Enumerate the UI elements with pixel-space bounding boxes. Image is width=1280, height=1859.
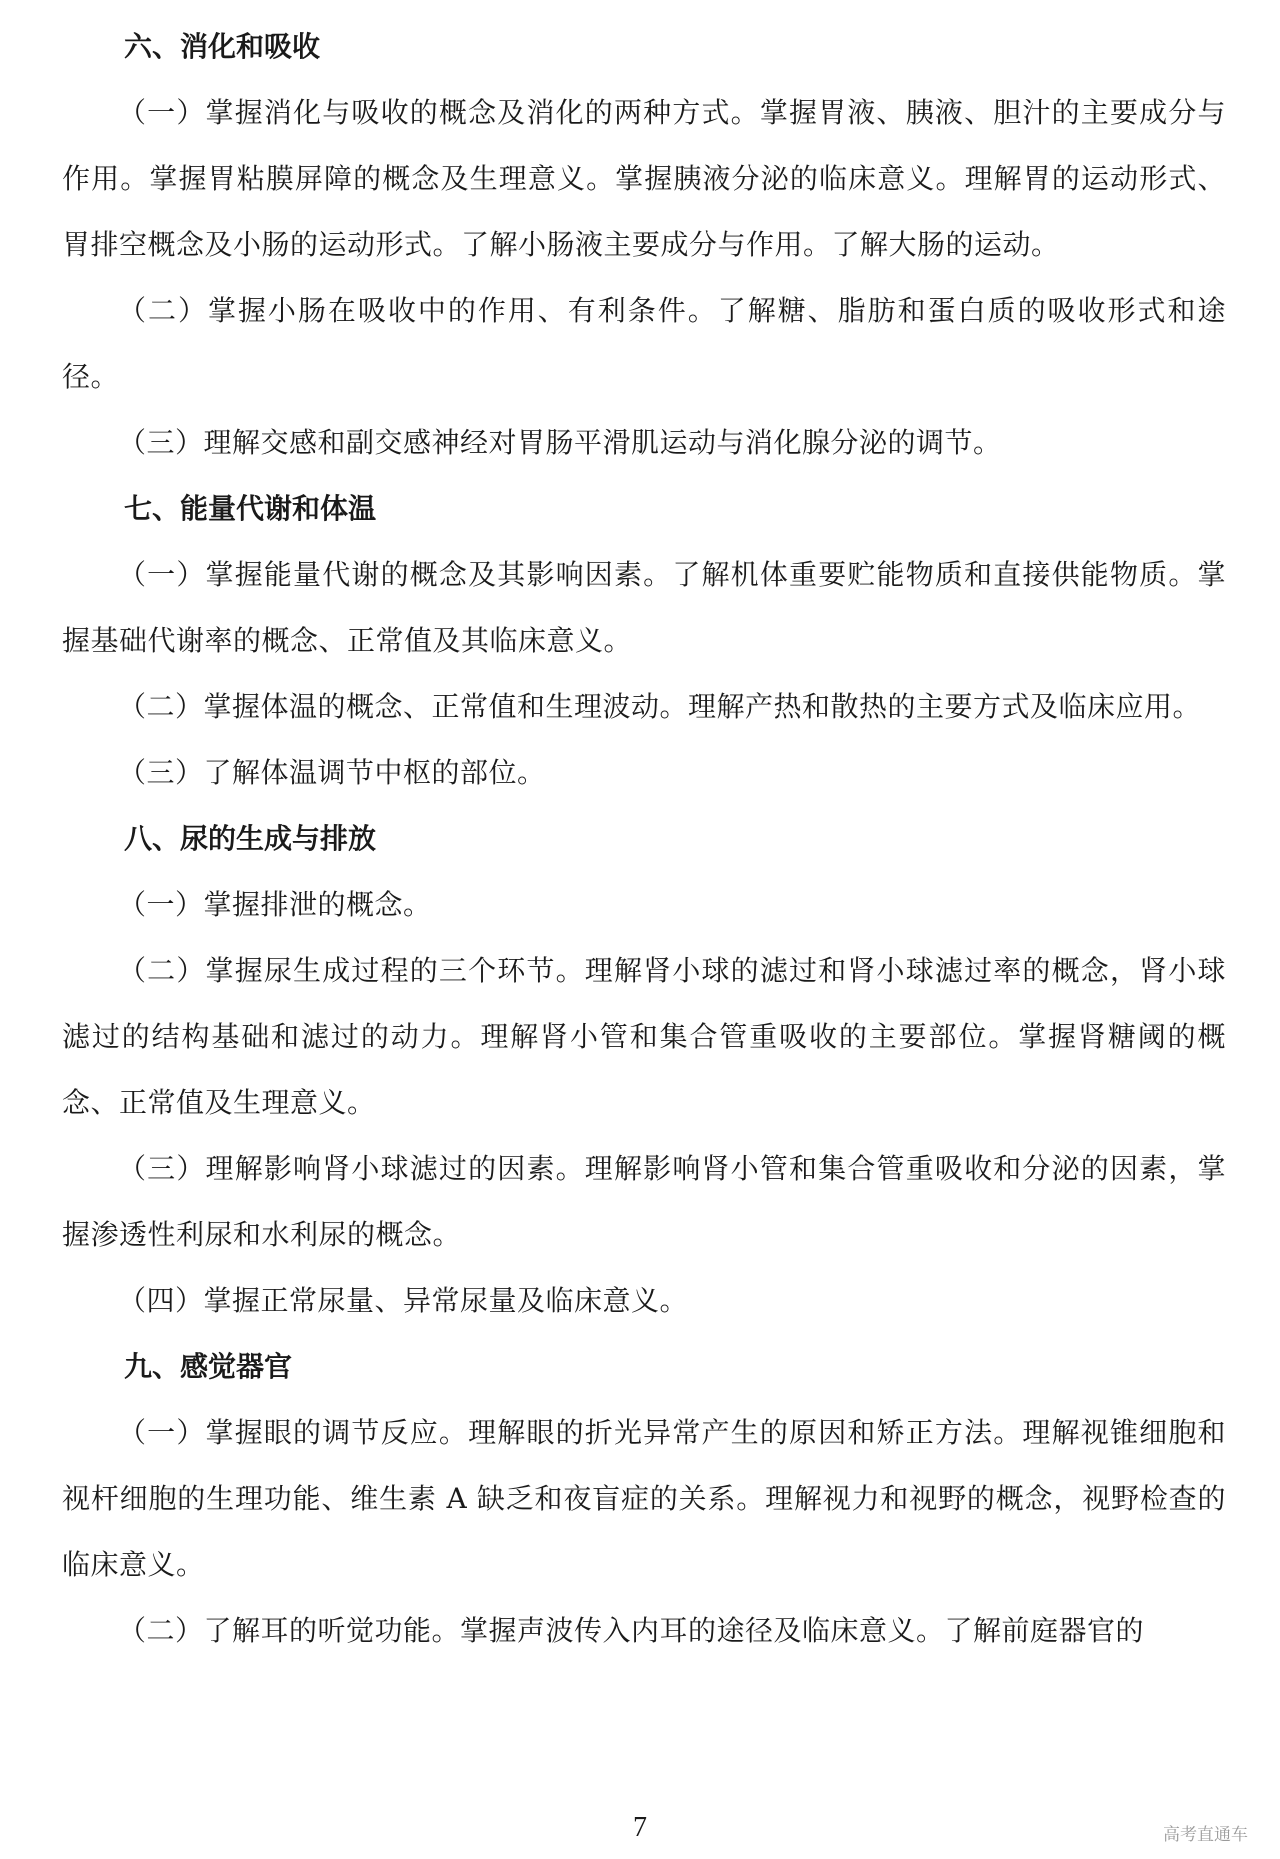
watermark: 高考直通车 <box>1163 1825 1248 1845</box>
section-heading-9: 九、感觉器官 <box>124 1350 293 1383</box>
section-7-paragraph-3: （三）了解体温调节中枢的部位。 <box>118 756 546 789</box>
section-8-paragraph-3: （三）理解影响肾小球滤过的因素。理解影响肾小管和集合管重吸收和分泌的因素，掌握渗透性利尿和水利尿的概念。 <box>62 1152 1226 1251</box>
section-7-paragraph-1: （一）掌握能量代谢的概念及其影响因素。了解机体重要贮能物质和直接供能物质。掌握基础代谢率的概念、正常值及其临床意义。 <box>62 558 1226 657</box>
section-7-paragraph-2: （二）掌握体温的概念、正常值和生理波动。理解产热和散热的主要方式及临床应用。 <box>118 690 1202 723</box>
section-9-paragraph-1: （一）掌握眼的调节反应。理解眼的折光异常产生的原因和矫正方法。理解视锥细胞和视杆细胞的生理功能、维生素 A 缺乏和夜盲症的关系。理解视力和视野的概念，视野检查的临床意义。 <box>62 1416 1226 1581</box>
section-9-paragraph-2: （二）了解耳的听觉功能。掌握声波传入内耳的途径及临床意义。了解前庭器官的 <box>118 1614 1145 1647</box>
document-body <box>62 14 1226 1664</box>
section-heading-6: 六、消化和吸收 <box>124 30 321 63</box>
section-heading-7: 七、能量代谢和体温 <box>124 492 377 525</box>
page-number: 7 <box>633 1812 647 1843</box>
section-heading-8: 八、尿的生成与排放 <box>124 822 377 855</box>
section-8-paragraph-2: （二）掌握尿生成过程的三个环节。理解肾小球的滤过和肾小球滤过率的概念，肾小球滤过的结构基础和滤过的动力。理解肾小管和集合管重吸收的主要部位。掌握肾糖阈的概念、正常值及生理意义。 <box>62 954 1226 1119</box>
section-6-paragraph-2: （二）掌握小肠在吸收中的作用、有利条件。了解糖、脂肪和蛋白质的吸收形式和途径。 <box>62 294 1226 393</box>
section-8-paragraph-4: （四）掌握正常尿量、异常尿量及临床意义。 <box>118 1284 689 1317</box>
section-6-paragraph-3: （三）理解交感和副交感神经对胃肠平滑肌运动与消化腺分泌的调节。 <box>118 426 1002 459</box>
section-6-paragraph-1: （一）掌握消化与吸收的概念及消化的两种方式。掌握胃液、胰液、胆汁的主要成分与作用。掌握胃粘膜屏障的概念及生理意义。掌握胰液分泌的临床意义。理解胃的运动形式、胃排空概念及小肠的运动形式。了解小肠液主要成分与作用。了解大肠的运动。 <box>62 96 1226 261</box>
section-8-paragraph-1: （一）掌握排泄的概念。 <box>118 888 432 921</box>
